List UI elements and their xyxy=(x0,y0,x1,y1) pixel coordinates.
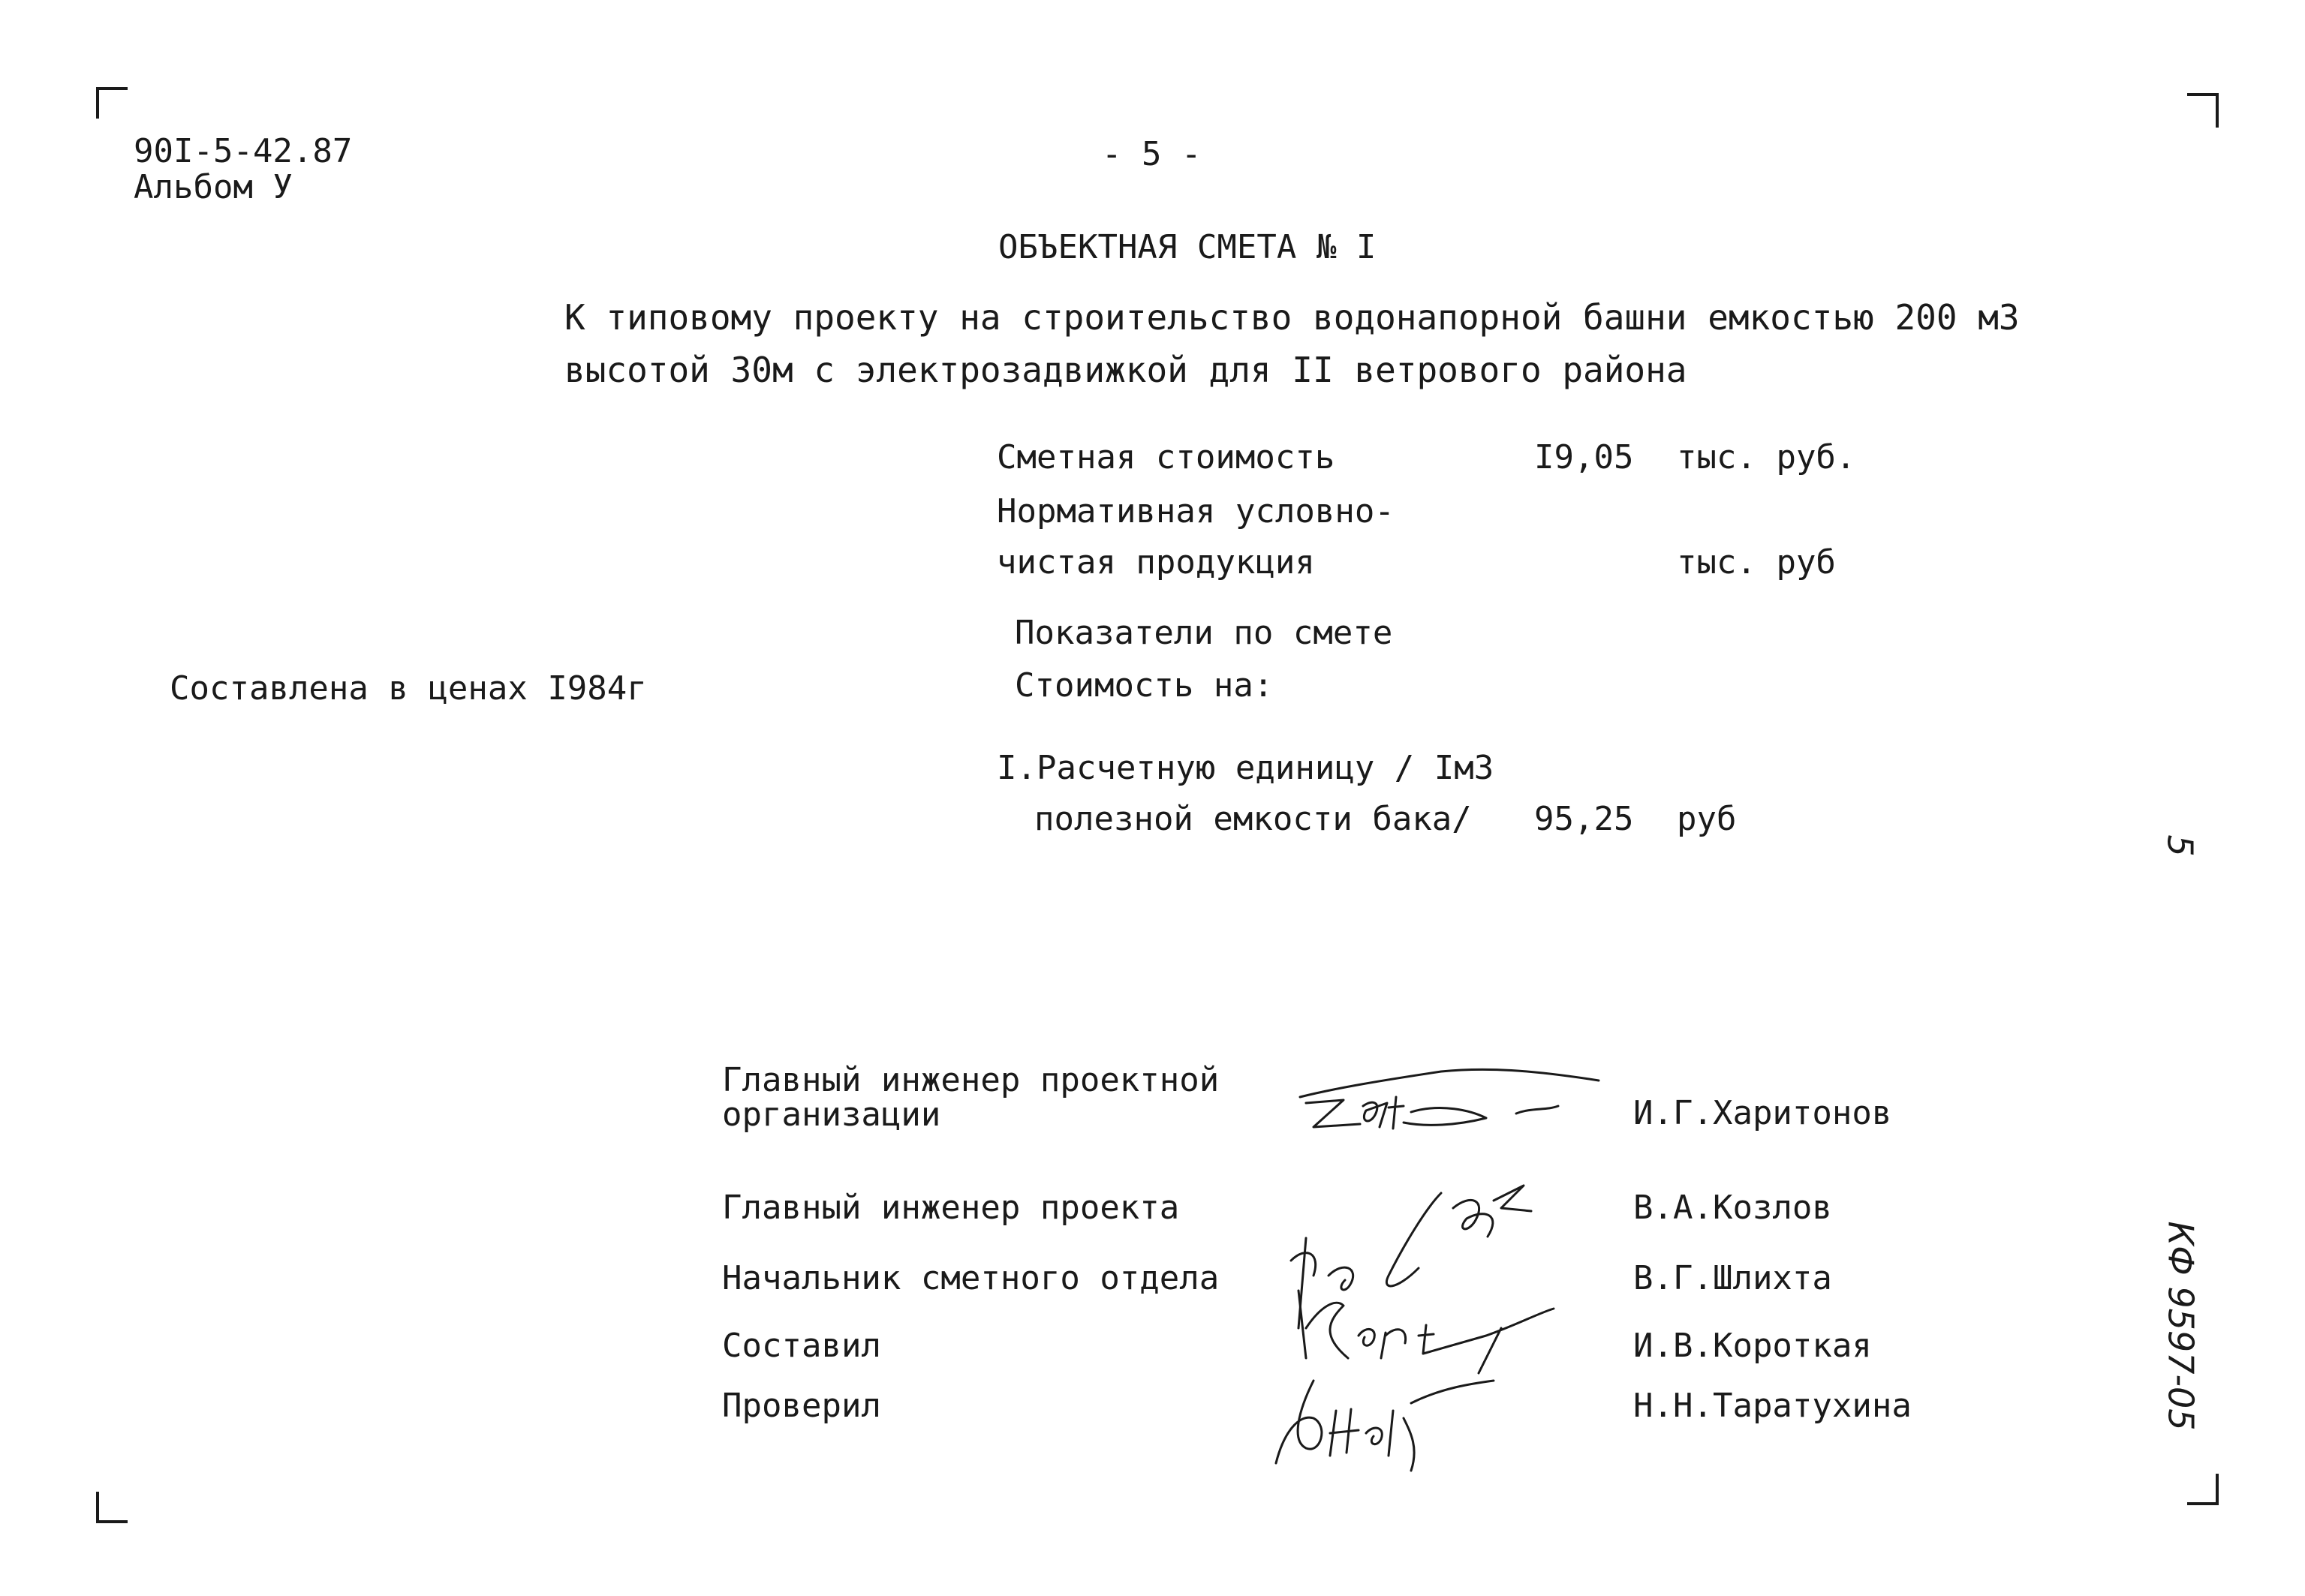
estimated-cost-unit: тыс. руб. xyxy=(1677,438,1856,476)
corner-mark-bottom-left xyxy=(96,1492,128,1523)
document-code: 90I-5-42.87 xyxy=(134,132,353,170)
signatory-2-name: В.А.Козлов xyxy=(1633,1189,1832,1227)
corner-mark-bottom-right xyxy=(2187,1474,2219,1505)
album-label: Альбом У xyxy=(134,168,293,206)
signature-kharitonov-icon xyxy=(1291,1058,1606,1148)
indicator-item-1-line-2: полезной емкости бака/ xyxy=(1034,800,1472,838)
signatory-1-role-line-2: организации xyxy=(722,1096,941,1134)
signatory-1-name: И.Г.Харитонов xyxy=(1633,1094,1892,1132)
corner-mark-top-right xyxy=(2187,93,2219,128)
signature-korotkaya-icon xyxy=(1276,1276,1561,1381)
indicator-item-1-unit: руб xyxy=(1677,800,1737,838)
normative-unit: тыс. руб xyxy=(1677,543,1836,582)
page-title: ОБЪЕКТНАЯ СМЕТА № I xyxy=(998,228,1377,266)
indicators-heading: Показатели по смете xyxy=(1015,614,1393,652)
signatory-3-role: Начальник сметного отдела xyxy=(722,1259,1220,1297)
subject-line-2: высотой 30м с электрозадвижкой для II ветрового района xyxy=(564,350,1687,390)
signature-taratukhina-icon xyxy=(1261,1366,1501,1478)
signatory-3-name: В.Г.Шлихта xyxy=(1633,1259,1832,1297)
signatory-5-role: Проверил xyxy=(722,1387,881,1425)
normative-label-1: Нормативная условно- xyxy=(997,492,1395,530)
estimated-cost-label: Сметная стоимость xyxy=(997,438,1335,476)
indicator-item-1-value: 95,25 xyxy=(1534,800,1634,838)
subject-line-1: К типовому проекту на строительство водонапорной башни емкостью 200 м3 xyxy=(564,297,2020,338)
signatory-5-name: Н.Н.Таратухина xyxy=(1633,1387,1912,1425)
estimated-cost-value: I9,05 xyxy=(1534,438,1634,476)
corner-mark-top-left xyxy=(96,87,128,119)
cost-on-label: Стоимость на: xyxy=(1015,666,1274,705)
signatory-1-role-line-1: Главный инженер проектной xyxy=(722,1061,1220,1099)
signatory-4-role: Составил xyxy=(722,1327,881,1365)
signatory-4-name: И.В.Короткая xyxy=(1633,1327,1872,1365)
signatory-2-role: Главный инженер проекта xyxy=(722,1189,1180,1227)
prices-note: Составлена в ценах I984г xyxy=(170,669,647,708)
indicator-item-1-line-1: I.Расчетную единицу / Iм3 xyxy=(997,749,1494,787)
page-number: - 5 - xyxy=(1102,135,1202,173)
archive-code: КФ 9597-05 xyxy=(2160,1221,2201,1431)
margin-page-mark: 5 xyxy=(2159,834,2201,857)
normative-label-2: чистая продукция xyxy=(997,543,1315,582)
